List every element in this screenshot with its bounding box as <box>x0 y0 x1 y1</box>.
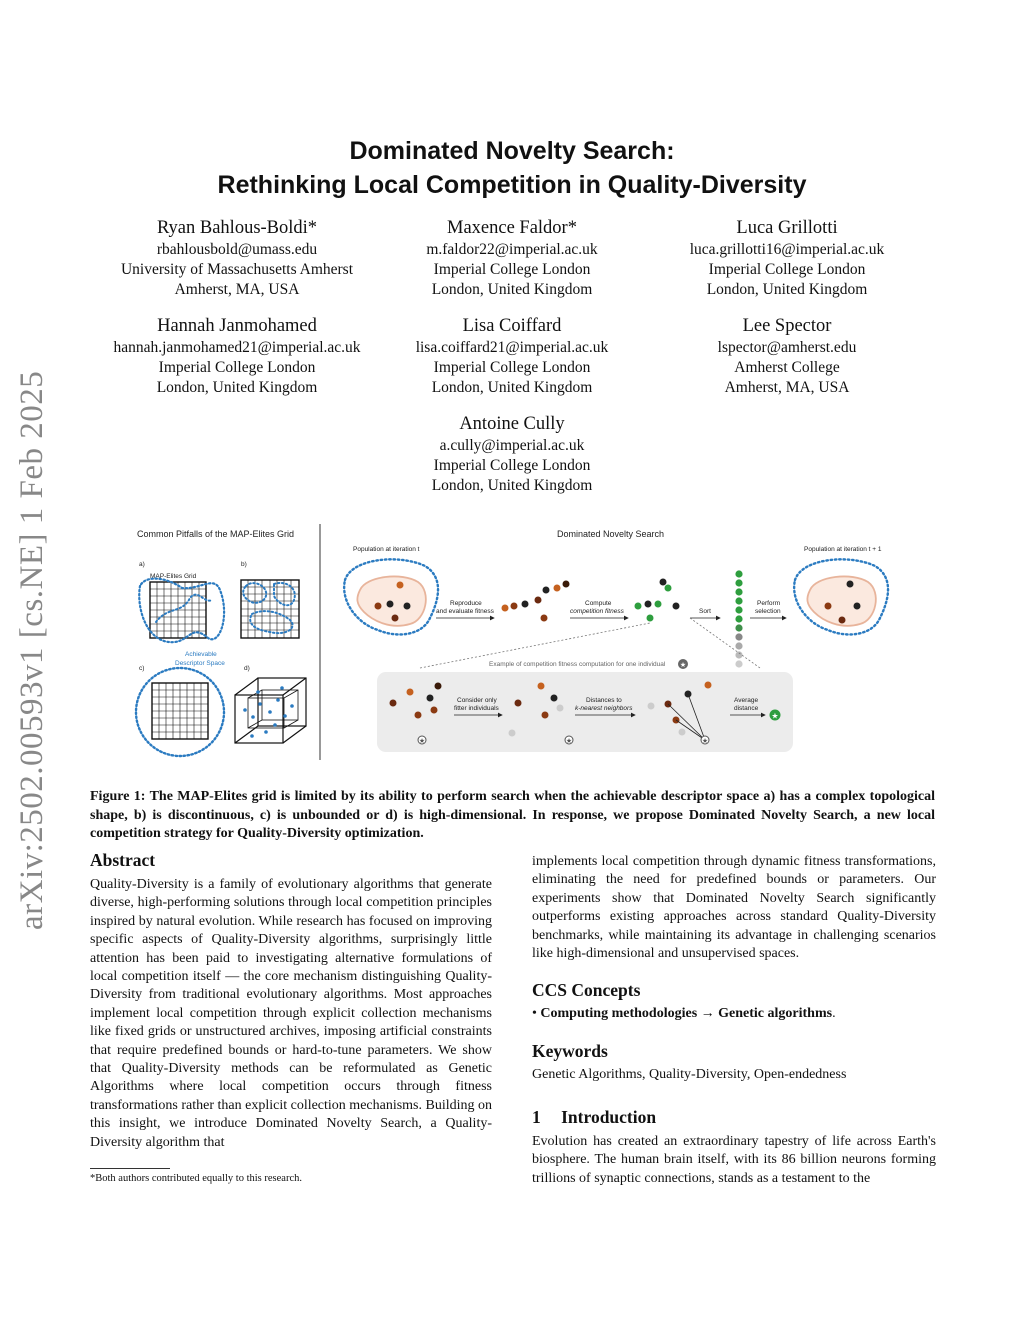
author-block <box>362 412 662 496</box>
label-c: c) <box>139 665 145 672</box>
svg-text:★: ★ <box>418 737 426 745</box>
population-t-label: Population at iteration t <box>353 546 420 553</box>
author-name: Lee Spector <box>742 316 832 336</box>
achievable-label-2: Descriptor Space <box>175 660 225 667</box>
abstract-continued: implements local competition through dynamic fitness transformations, eliminating the need for predefined bounds or parameters. Our experiments show that Dominated Novelty Search significantly outperforms existing approaches across standard Quality-Diversity benchmarks, while maintaining its advantage in challenging scenarios like high-dimensional and unsupervised spaces. <box>532 854 936 962</box>
grid-label: MAP-Elites Grid <box>150 573 197 580</box>
average-label-2: distance <box>734 705 759 712</box>
author-email: lisa.coiffard21@imperial.ac.uk <box>415 339 609 356</box>
footnote: *Both authors contributed equally to this research. <box>90 1173 302 1184</box>
intro-text: Evolution has created an extraordinary tapestry of life across Earth's biosphere. The human brain itself, with its 86 billion neurons forming trillions of synaptic connections, stands as a testament to the <box>532 1134 936 1186</box>
result-star-icon-glyph: ★ <box>771 711 779 721</box>
author-location: London, United Kingdom <box>431 379 593 396</box>
consider-label-2: fitter individuals <box>454 705 499 712</box>
author-location: London, United Kingdom <box>156 379 318 396</box>
intro-heading <box>532 1107 656 1128</box>
ccs-heading: CCS Concepts <box>532 980 641 1000</box>
sort-label: Sort <box>699 608 711 615</box>
intro-title: Introduction <box>561 1107 657 1127</box>
author-name: Hannah Janmohamed <box>157 316 317 336</box>
ccs-end: . <box>832 1006 836 1021</box>
achievable-label-1: Achievable <box>185 651 217 658</box>
author-block <box>637 314 937 398</box>
author-name: Luca Grillotti <box>736 218 838 238</box>
author-name: Ryan Bahlous-Boldi* <box>156 218 318 238</box>
fitness-points <box>635 579 680 622</box>
distances-label-2: k-nearest neighbors <box>575 705 633 712</box>
offspring-points <box>502 581 570 622</box>
star-icon-glyph: ★ <box>679 661 687 669</box>
keywords-text: Genetic Algorithms, Quality-Diversity, Open-endedness <box>532 1067 847 1082</box>
author-affiliation: Imperial College London <box>433 359 591 376</box>
author-affiliation: Imperial College London <box>158 359 316 376</box>
author-affiliation: University of Massachusetts Amherst <box>120 261 354 278</box>
author-email: hannah.janmohamed21@imperial.ac.uk <box>113 339 361 356</box>
label-b: b) <box>241 561 247 568</box>
author-name: Antoine Cully <box>459 414 565 434</box>
ccs-item <box>532 1005 936 1023</box>
author-affiliation: Imperial College London <box>708 261 866 278</box>
author-email: m.faldor22@imperial.ac.uk <box>426 241 598 258</box>
svg-text:★: ★ <box>701 737 709 745</box>
title-line-2: Rethinking Local Competition in Quality-Diversity <box>217 171 807 199</box>
author-location: Amherst, MA, USA <box>174 281 300 298</box>
reproduce-label-2: and evaluate fitness <box>436 608 494 615</box>
keywords-heading: Keywords <box>532 1041 608 1061</box>
arxiv-identifier: arXiv:2502.00593v1 [cs.NE] 1 Feb 2025 <box>14 370 50 930</box>
ccs-concept: Computing methodologies → Genetic algorithms <box>540 1006 833 1021</box>
author-block <box>87 216 387 300</box>
figure-caption: Figure 1: The MAP-Elites grid is limited by its ability to perform search when the achievable descriptor space a) has a complex topological shape, b) is discontinuous, c) is unbounded or d) is high-dimensional. In response, we propose Dominated Novelty Search, a new local competition strategy for Quality-Diversity optimization. <box>90 789 935 841</box>
cube-points <box>243 686 294 738</box>
author-block <box>362 216 662 300</box>
author-block <box>637 216 937 300</box>
abstract-heading: Abstract <box>90 850 156 870</box>
author-location: London, United Kingdom <box>706 281 868 298</box>
left-panel-title: Common Pitfalls of the MAP-Elites Grid <box>137 529 295 539</box>
ccs-bullet: • <box>532 1006 537 1021</box>
population-t1-label: Population at iteration t + 1 <box>804 546 882 553</box>
author-name: Lisa Coiffard <box>462 316 562 336</box>
compute-label-2: competition fitness <box>570 608 624 615</box>
consider-label-1: Consider only <box>457 697 497 704</box>
compute-label-1: Compute <box>585 600 612 607</box>
achievable-space-boundary-a <box>139 579 224 643</box>
label-d: d) <box>244 665 250 672</box>
intro-number: 1 <box>532 1107 541 1127</box>
author-email: a.cully@imperial.ac.uk <box>439 437 585 454</box>
title-line-1: Dominated Novelty Search: <box>349 137 675 165</box>
author-block <box>362 314 662 398</box>
author-affiliation: Amherst College <box>734 359 840 376</box>
author-block <box>87 314 387 398</box>
right-panel-title: Dominated Novelty Search <box>557 529 665 539</box>
perform-label-1: Perform <box>757 600 781 607</box>
footnote-rule <box>90 1168 170 1169</box>
average-label-1: Average <box>734 697 759 704</box>
author-affiliation: Imperial College London <box>433 457 591 474</box>
grid-c <box>136 668 224 756</box>
figure-1 <box>120 520 920 770</box>
example-label: Example of competition fitness computation for one individual <box>489 661 666 668</box>
author-affiliation: Imperial College London <box>433 261 591 278</box>
author-name: Maxence Faldor* <box>447 218 577 238</box>
paper-title <box>0 134 1024 202</box>
author-email: rbahlousbold@umass.edu <box>156 241 318 258</box>
author-location: London, United Kingdom <box>431 477 593 494</box>
grid-a <box>139 579 224 643</box>
abstract-text: Quality-Diversity is a family of evolutionary algorithms that generate diverse, high-performing solutions through local competition principles inspired by natural evolution. While research has focused on improving specific aspects of Quality-Diversity algorithms, surprisingly little attention has been paid to investigating alternative formulations of local competition itself — the core mechanism distinguishing Quality-Diversity from traditional evolutionary algorithms. Most approaches implement local competition through explicit collection mechanisms like fixed grids or unstructured archives, imposing artificial constraints that require predefined bounds or hard-to-tune parameters. We show that Quality-Diversity methods can be reformulated as Genetic Algorithms where local competition occurs through fitness transformations rather than explicit collection mechanisms. Building on this insight, we introduce Dominated Novelty Search, a Quality-Diversity algorithm that <box>90 877 493 1150</box>
author-location: London, United Kingdom <box>431 281 593 298</box>
svg-text:★: ★ <box>565 737 573 745</box>
perform-label-2: selection <box>755 608 781 615</box>
grid-b <box>241 580 299 638</box>
reproduce-label-1: Reproduce <box>450 600 482 607</box>
label-a: a) <box>139 561 145 568</box>
author-email: luca.grillotti16@imperial.ac.uk <box>689 241 885 258</box>
author-location: Amherst, MA, USA <box>724 379 850 396</box>
distances-label-1: Distances to <box>586 697 622 704</box>
author-email: lspector@amherst.edu <box>717 339 857 356</box>
